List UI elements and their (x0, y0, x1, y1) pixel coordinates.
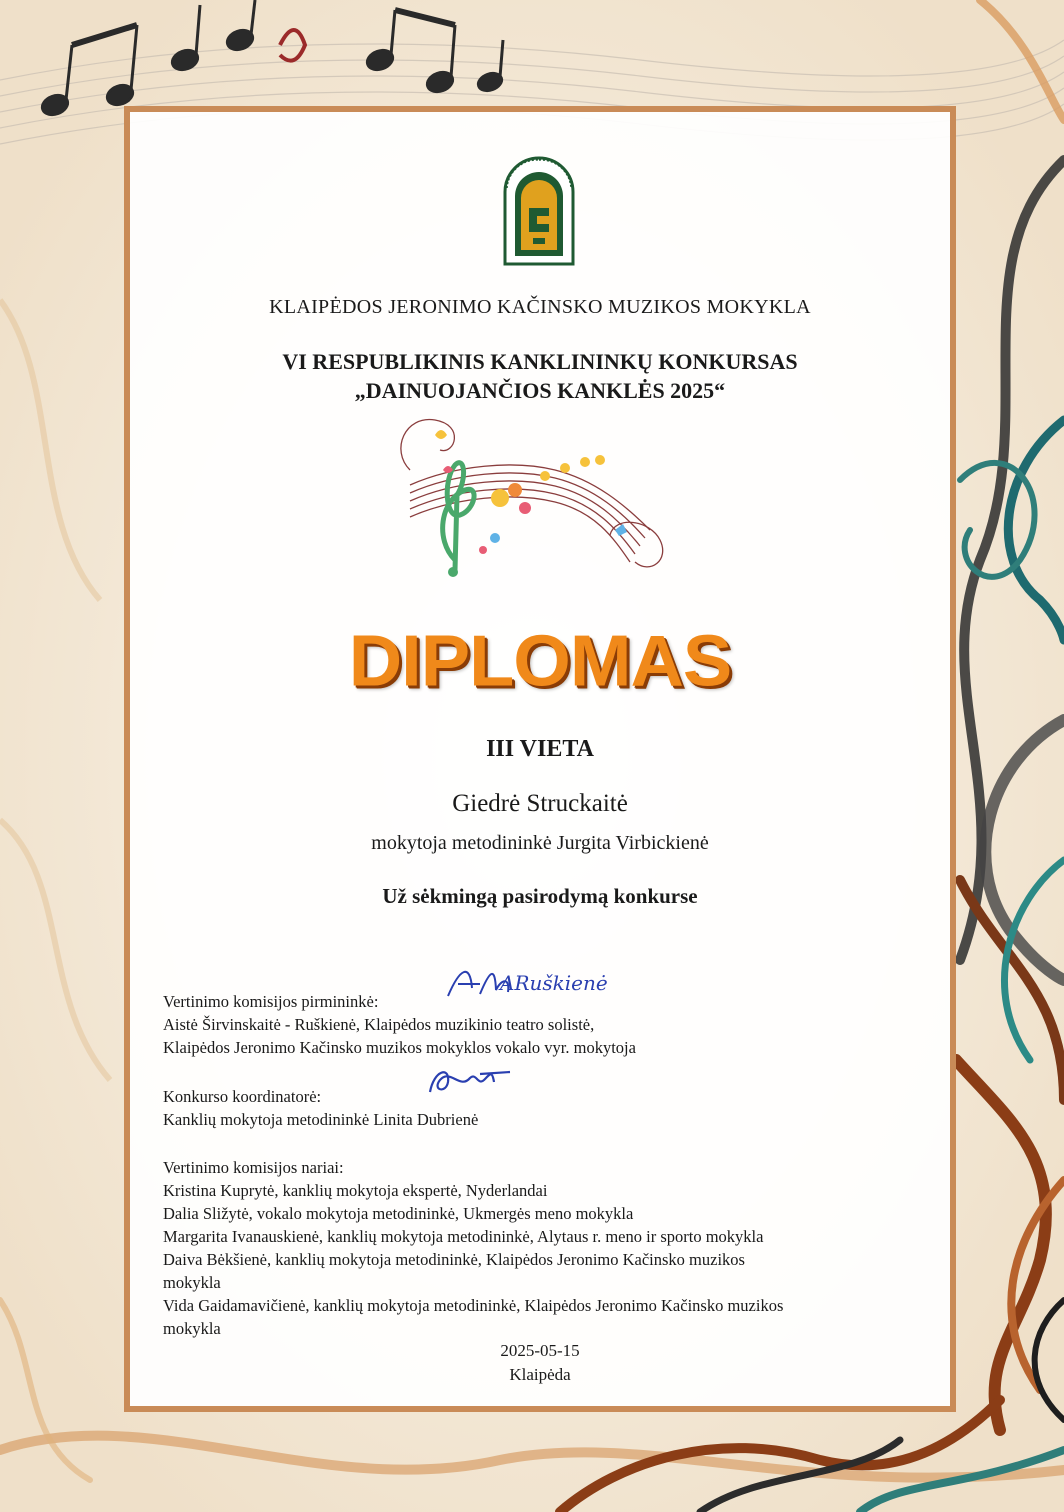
issue-date: 2025-05-15 (500, 1341, 580, 1360)
chair-line-2: Klaipėdos Jeronimo Kačinsko muzikos mokyklos vokalo vyr. mokytoja (163, 1038, 636, 1057)
treble-clef-music-staff-icon (395, 410, 670, 585)
award-text: Už sėkmingą pasirodymą konkurse (382, 884, 698, 908)
member-line: Vida Gaidamavičienė, kanklių mokytoja metodininkė, Klaipėdos Jeronimo Kačinsko muzikos (163, 1296, 784, 1315)
place-award: III VIETA (486, 736, 594, 762)
contest-title (124, 347, 956, 405)
contest-title-line2: „DAINUOJANČIOS KANKLĖS 2025“ (354, 378, 726, 403)
member-line: Dalia Sližytė, vokalo mokytoja metodininkė, Ukmergės meno mokykla (163, 1204, 634, 1223)
coordinator-label: Konkurso koordinatorė: (163, 1087, 322, 1106)
recipient-teacher: mokytoja metodininkė Jurgita Virbickienė (371, 832, 709, 854)
chair-line-1: Aistė Širvinskaitė - Ruškienė, Klaipėdos muzikinio teatro solistė, (163, 1015, 595, 1034)
diploma-title: DIPLOMAS (348, 619, 732, 702)
recipient-name: Giedrė Struckaitė (452, 790, 628, 817)
chair-section (163, 990, 923, 1059)
members-label: Vertinimo komisijos nariai: (163, 1158, 344, 1177)
members-section (163, 1156, 923, 1340)
coordinator-line-1: Kanklių mokytoja metodininkė Linita Dubrienė (163, 1110, 479, 1129)
school-name: KLAIPĖDOS JERONIMO KAČINSKO MUZIKOS MOKYKLA (269, 296, 811, 318)
chair-label: Vertinimo komisijos pirmininkė: (163, 992, 379, 1011)
member-line: Kristina Kuprytė, kanklių mokytoja ekspertė, Nyderlandai (163, 1181, 548, 1200)
school-seal-icon (499, 152, 579, 268)
member-line: mokykla (163, 1319, 221, 1338)
member-line: Margarita Ivanauskienė, kanklių mokytoja metodininkė, Alytaus r. meno ir sporto mokykla (163, 1227, 764, 1246)
member-line: mokykla (163, 1273, 221, 1292)
member-line: Daiva Bėkšienė, kanklių mokytoja metodininkė, Klaipėdos Jeronimo Kačinsko muzikos (163, 1250, 745, 1269)
issue-city: Klaipėda (509, 1365, 571, 1384)
chair-signature-text: ARuškienė (500, 971, 608, 995)
contest-title-line1: VI RESPUBLIKINIS KANKLININKŲ KONKURSAS (282, 349, 798, 374)
coordinator-section (163, 1085, 923, 1131)
